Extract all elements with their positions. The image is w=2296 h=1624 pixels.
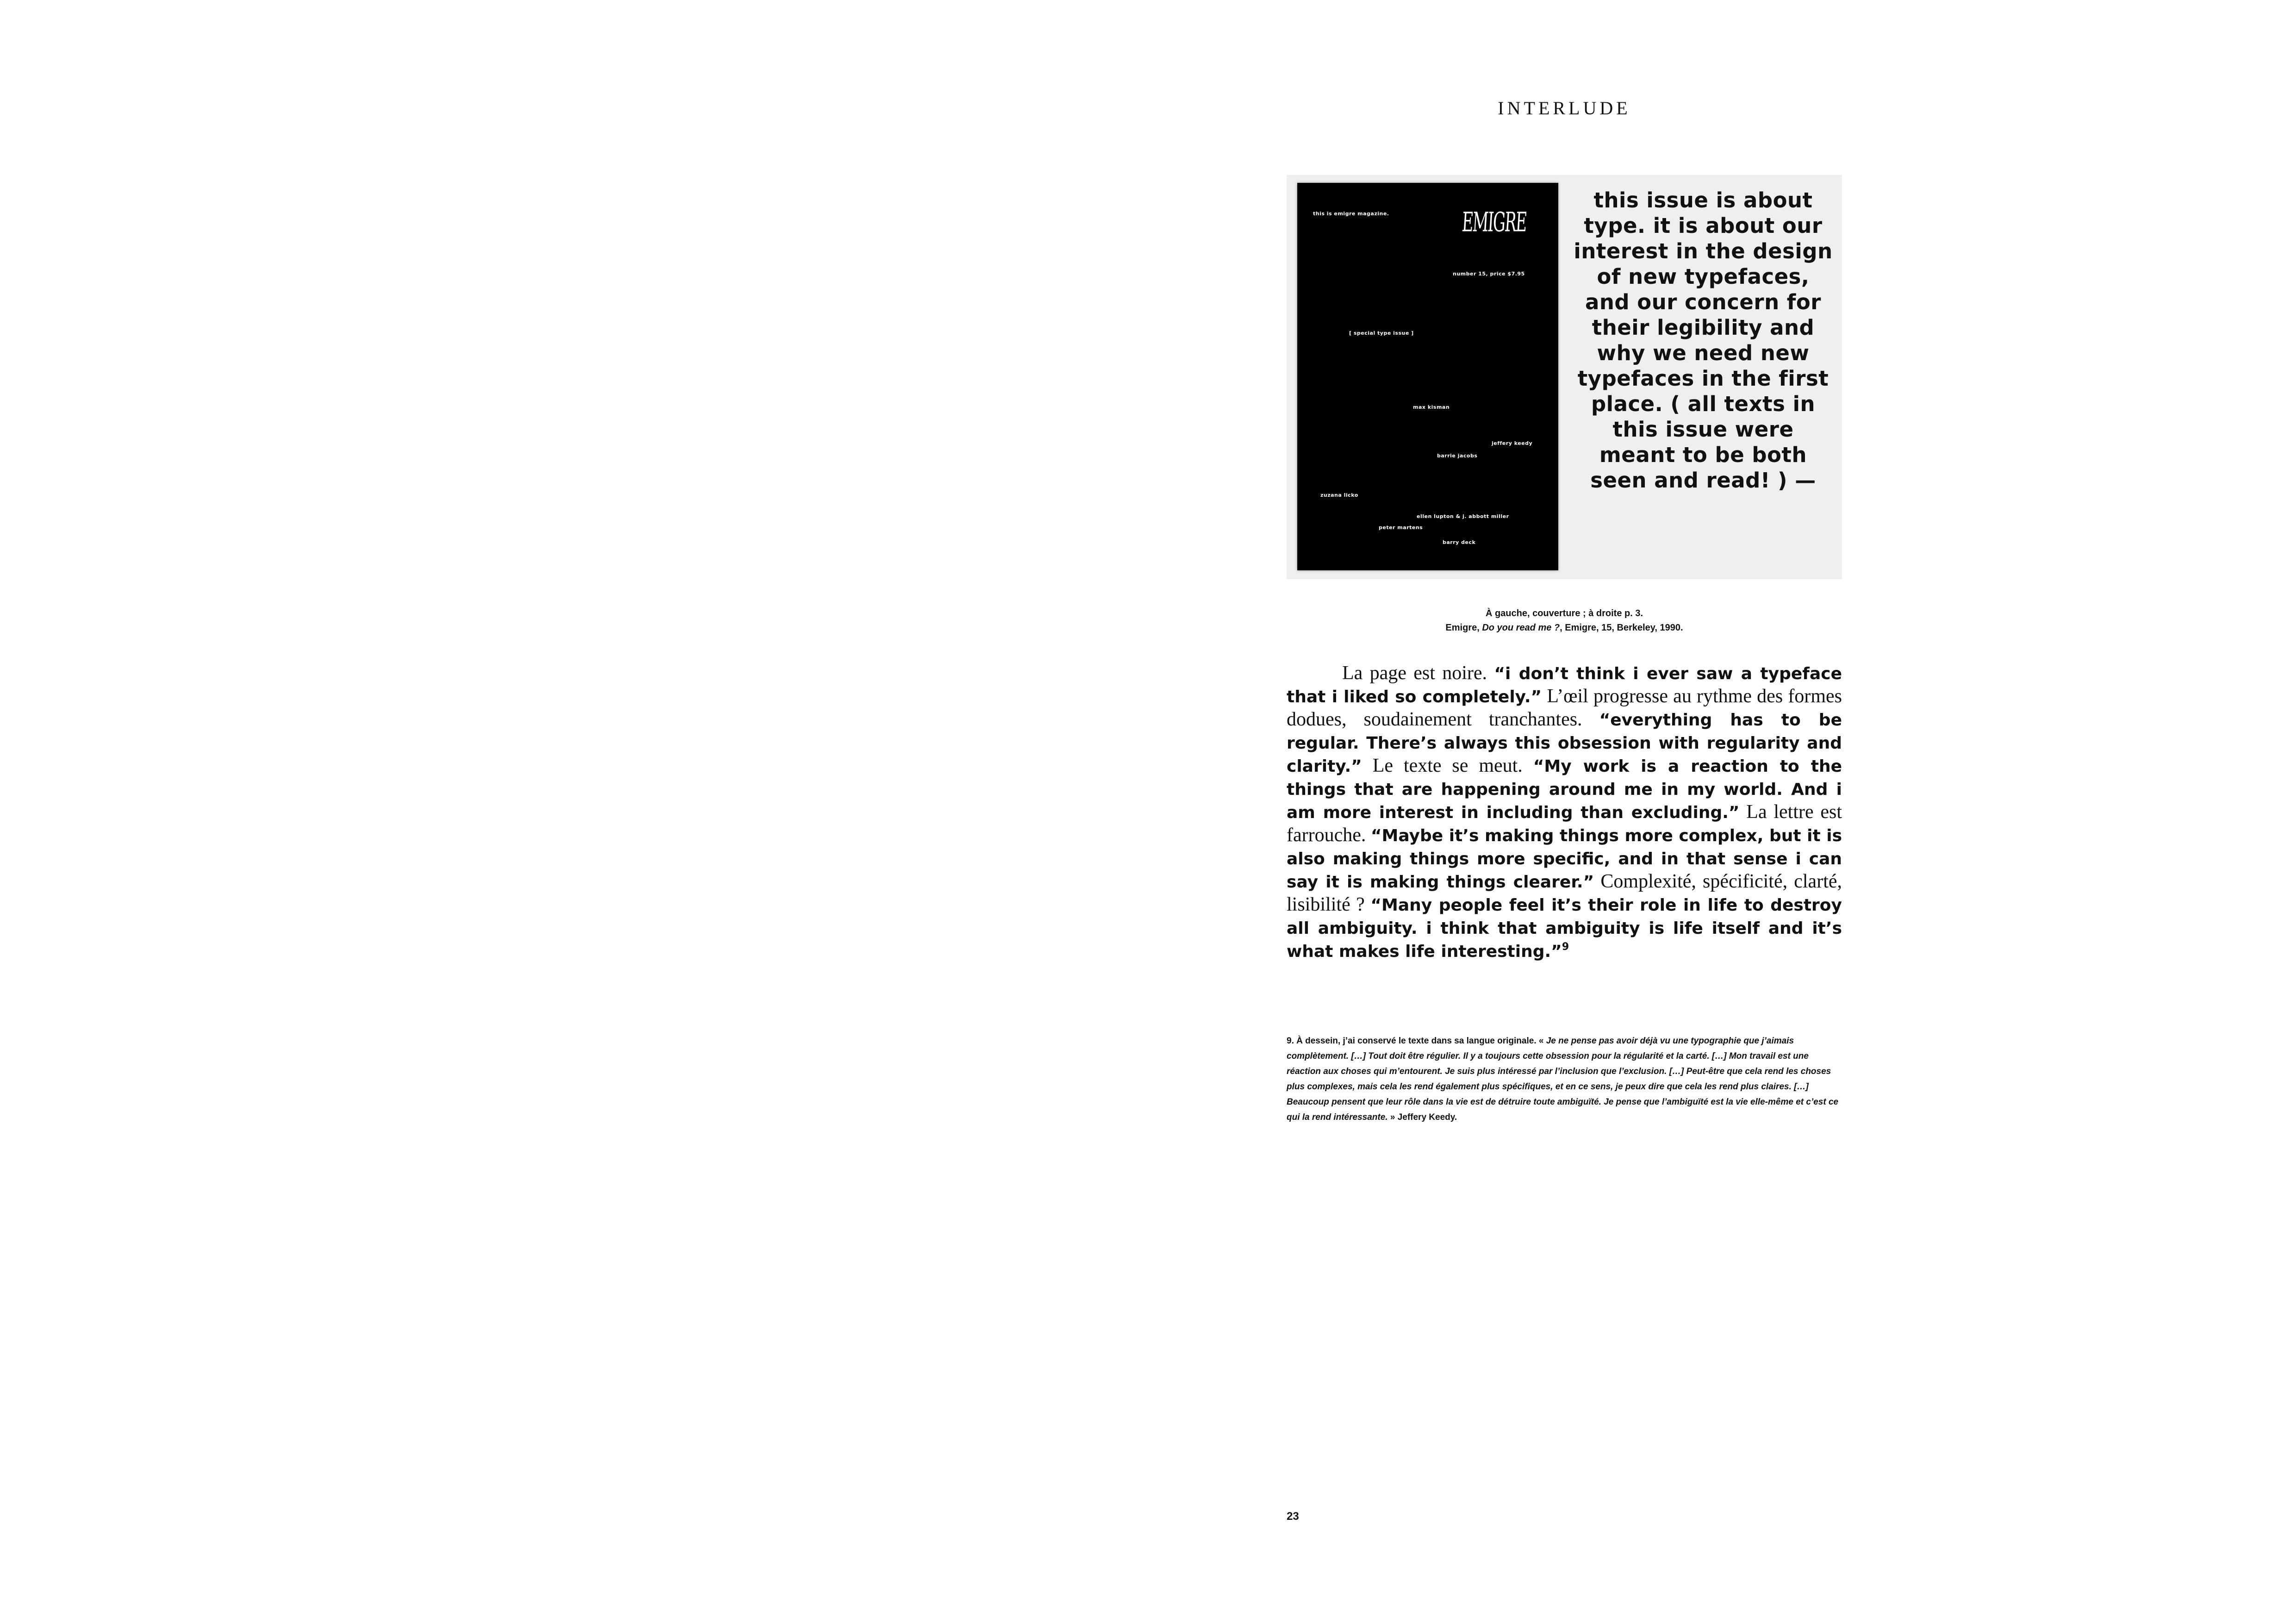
caption-line-2: Emigre, Do you read me ?, Emigre, 15, Berkeley, 1990. xyxy=(1445,623,1683,633)
body-paragraph: La page est noire. “i don’t think i ever saw a typeface that i liked so completely.” L’œil progresse au rythme des formes dodues, soudainement tranchantes. “everything has to be regular. There’s always this obsession with regularity and clarity.” Le texte se meut. “My work is a reaction to the things that are happening around me in my world. And i am more interest in including than excluding.” La lettre est farrouche. “Maybe it’s making things more complex, but it is also making things more specific, and in that sense i can say it is making things clearer.” Complexité, spécificité, clarté, lisibilité ? “Many people feel it’s their role in life to destroy all ambiguity. i think that ambiguity is life itself and it’s what makes life interesting.”$^9$ xyxy=(1287,662,1842,961)
cover-tagline: this is emigre magazine. xyxy=(1313,211,1389,217)
quote: “Maybe it’s making things more complex, but it is also making things more specific, and in that sense i can say it is making things clearer.” xyxy=(1287,826,1842,892)
page-3-line: place. ( all texts in xyxy=(1591,392,1816,416)
page-3-line: seen and read! ) — xyxy=(1590,468,1816,493)
page-3-line: interest in the design xyxy=(1574,239,1833,263)
figure-caption xyxy=(1287,606,1842,635)
page-3-line: type. it is about our xyxy=(1584,213,1823,238)
footnote: 9. À dessein, j’ai conservé le texte dans sa langue originale. « Je ne pense pas avoir déjà vu une typographie que j’aimais complètement. […] Tout doit être régulier. Il y a toujours cette obsession pour la régularité et la carté. […] Mon travail est une réaction aux choses qui m’entourent. Je suis plus intéressé par l’inclusion que l’exclusion. […] Peut-être que cela rend les choses plus complexes, mais cela les rend également plus spécifiques, et en ce sens, je peux dire que cela les rend plus claires. […] Beaucoup pensent que leur rôle dans la vie est de détruire toute ambiguïté. Je pense que l’ambiguïté est la vie elle-même et c’est ce qui la rend intéressante. » Jeffery Keedy. xyxy=(1287,1036,1839,1122)
cover-name: peter martens xyxy=(1379,525,1423,531)
caption-line-1: À gauche, couverture ; à droite p. 3. xyxy=(1485,608,1643,618)
page-3-line: why we need new xyxy=(1597,341,1810,365)
page-3-line: this issue were xyxy=(1612,417,1794,442)
running-head: INTERLUDE xyxy=(1498,98,1631,119)
cover-name: barry deck xyxy=(1443,539,1476,545)
page-3-line: this issue is about xyxy=(1593,188,1813,212)
page-3-line: meant to be both xyxy=(1599,443,1807,467)
footnote-ref[interactable]: 9 xyxy=(1562,941,1569,953)
quote: “Many people feel it’s their role in life to destroy all ambiguity. i think that ambiguity is life itself and it’s what makes life interesting.” xyxy=(1287,896,1842,961)
page-3-line: typefaces in the first xyxy=(1577,366,1829,391)
page-number: 23 xyxy=(1287,1510,1299,1523)
cover-name: max kisman xyxy=(1413,404,1450,410)
page-3-line: their legibility and xyxy=(1592,315,1815,340)
cover-name: barrie jacobs xyxy=(1437,453,1478,459)
footnote-quote: Je ne pense pas avoir déjà vu une typographie que j’aimais complètement. […] Tout doit être régulier. Il y a toujours cette obsession pour la régularité et la carté. […] Mon travail est une réaction aux choses qui m’entourent. Je suis plus intéressé par l’inclusion que l’exclusion. […] Peut-être que cela rend les choses plus complexes, mais cela les rend également plus spécifiques, et en ce sens, je peux dire que cela les rend plus claires. […] Beaucoup pensent que leur rôle dans la vie est de détruire toute ambiguïté. Je pense que l’ambiguïté est la vie elle-même et c’est ce qui la rend intéressante. xyxy=(1287,1036,1839,1122)
caption-title: Do you read me ? xyxy=(1482,623,1560,633)
quote: “everything has to be regular. There’s always this obsession with regularity and clarity.” xyxy=(1287,711,1842,776)
page-3-text xyxy=(1571,187,1835,493)
cover-name: zuzana licko xyxy=(1320,492,1358,498)
cover-name: jeffery keedy xyxy=(1492,440,1533,446)
cover-name: ellen lupton & j. abbott miller xyxy=(1417,513,1509,519)
cover-issue-info: number 15, price $7.95 xyxy=(1453,271,1525,277)
magazine-cover xyxy=(1297,183,1558,570)
cover-special-issue: [ special type issue ] xyxy=(1349,330,1414,336)
page-3-line: of new typefaces, xyxy=(1597,264,1810,289)
quote: “i don’t think i ever saw a typeface that i liked so completely.” xyxy=(1287,664,1842,706)
quote: “My work is a reaction to the things that are happening around me in my world. And i am more interest in including than excluding.” xyxy=(1287,757,1842,822)
page-3-line: and our concern for xyxy=(1585,290,1821,314)
cover-logo: EMIGRE xyxy=(1461,207,1527,238)
